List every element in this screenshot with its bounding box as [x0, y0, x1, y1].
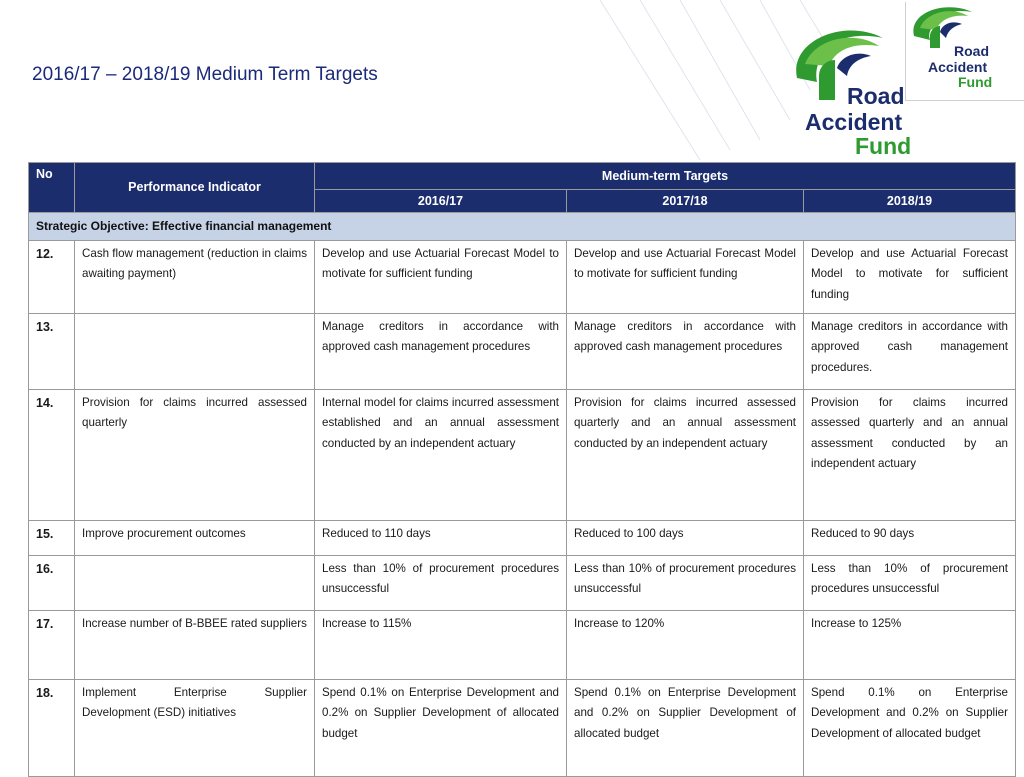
target-2018-19-cell: Less than 10% of procurement procedures unsuccessful: [804, 555, 1016, 610]
target-2018-19-cell: Spend 0.1% on Enterprise Development and 0.2% on Supplier Development of allocated budget: [804, 679, 1016, 776]
target-2017-18-cell: Develop and use Actuarial Forecast Model to motivate for sufficient funding: [567, 240, 804, 313]
performance-indicator-cell: [75, 313, 315, 389]
target-2017-18-cell: Manage creditors in accordance with approved cash management procedures: [567, 313, 804, 389]
target-2016-17-cell: Reduced to 110 days: [315, 520, 567, 555]
table-row: [29, 313, 1016, 389]
row-number: 16.: [29, 555, 75, 610]
logo-word-road: Road: [847, 83, 905, 109]
target-2017-18-cell: Increase to 120%: [567, 610, 804, 679]
performance-indicator-cell: Improve procurement outcomes: [75, 520, 315, 555]
header-medium-term-targets: Medium-term Targets: [315, 163, 1016, 190]
small-logo-word-accident: Accident: [928, 59, 988, 75]
target-2016-17-cell: Increase to 115%: [315, 610, 567, 679]
small-logo-word-fund: Fund: [958, 74, 993, 90]
performance-indicator-cell: Cash flow management (reduction in claims awaiting payment): [75, 240, 315, 313]
header-no: No: [29, 163, 75, 213]
header-year-2017-18: 2017/18: [567, 189, 804, 213]
logo-word-accident: Accident: [805, 109, 903, 135]
target-2017-18-cell: Spend 0.1% on Enterprise Development and 0.2% on Supplier Development of allocated budget: [567, 679, 804, 776]
header-performance-indicator: Performance Indicator: [75, 163, 315, 213]
target-2018-19-cell: Reduced to 90 days: [804, 520, 1016, 555]
row-number: 14.: [29, 389, 75, 520]
target-2016-17-cell: Manage creditors in accordance with approved cash management procedures: [315, 313, 567, 389]
target-2016-17-cell: Develop and use Actuarial Forecast Model to motivate for sufficient funding: [315, 240, 567, 313]
performance-indicator-cell: [75, 555, 315, 610]
performance-indicator-cell: Increase number of B-BBEE rated suppliers: [75, 610, 315, 679]
row-number: 15.: [29, 520, 75, 555]
target-2016-17-cell: Less than 10% of procurement procedures unsuccessful: [315, 555, 567, 610]
road-accident-fund-small-logo-icon: [905, 2, 1024, 101]
medium-term-targets-table: [28, 162, 1016, 777]
row-number: 12.: [29, 240, 75, 313]
target-2017-18-cell: Less than 10% of procurement procedures unsuccessful: [567, 555, 804, 610]
target-2016-17-cell: Spend 0.1% on Enterprise Development and 0.2% on Supplier Development of allocated budget: [315, 679, 567, 776]
target-2016-17-cell: Internal model for claims incurred assessment established and an annual assessment conducted by an independent actuary: [315, 389, 567, 520]
target-2017-18-cell: Provision for claims incurred assessed quarterly and an annual assessment conducted by an independent actuary: [567, 389, 804, 520]
table-row: [29, 520, 1016, 555]
row-number: 13.: [29, 313, 75, 389]
header-year-2016-17: 2016/17: [315, 189, 567, 213]
logo-word-fund: Fund: [855, 133, 912, 158]
strategic-objective-row: Strategic Objective: Effective financial management: [29, 213, 1016, 241]
small-logo-word-road: Road: [954, 43, 989, 59]
target-2018-19-cell: Manage creditors in accordance with approved cash management procedures.: [804, 313, 1016, 389]
table-row: [29, 389, 1016, 520]
table-row: [29, 555, 1016, 610]
target-2018-19-cell: Develop and use Actuarial Forecast Model to motivate for sufficient funding: [804, 240, 1016, 313]
target-2018-19-cell: Increase to 125%: [804, 610, 1016, 679]
performance-indicator-cell: Provision for claims incurred assessed quarterly: [75, 389, 315, 520]
table-row: [29, 610, 1016, 679]
row-number: 17.: [29, 610, 75, 679]
target-2018-19-cell: Provision for claims incurred assessed quarterly and an annual assessment conducted by an independent actuary: [804, 389, 1016, 520]
road-accident-fund-logo-icon: [775, 20, 925, 158]
row-number: 18.: [29, 679, 75, 776]
header-year-2018-19: 2018/19: [804, 189, 1016, 213]
slide-title: 2016/17 – 2018/19 Medium Term Targets: [32, 64, 378, 85]
performance-indicator-cell: Implement Enterprise Supplier Development (ESD) initiatives: [75, 679, 315, 776]
table-row: [29, 679, 1016, 776]
table-row: [29, 240, 1016, 313]
target-2017-18-cell: Reduced to 100 days: [567, 520, 804, 555]
